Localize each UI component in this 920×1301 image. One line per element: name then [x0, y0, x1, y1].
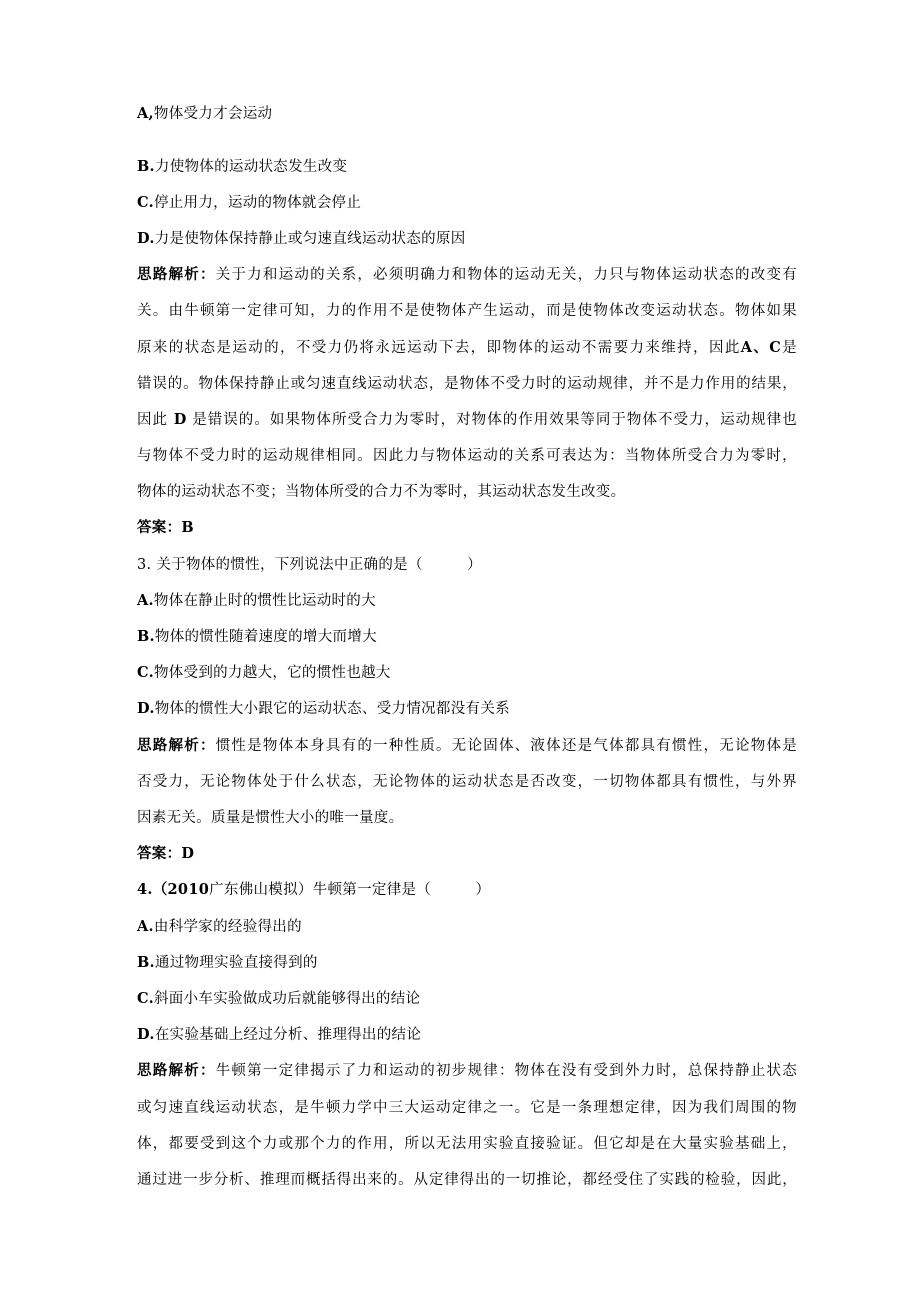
- q4-stem: [137, 880, 797, 900]
- analysis-text: 原来的状态是运动的，不受力仍将永远运动下去，即物体的运动不需要力来维持，因此: [137, 340, 741, 356]
- q4-analysis-line-1: [137, 1061, 797, 1081]
- analysis-bold-options: A、C: [740, 339, 782, 356]
- q2-analysis-line-1: [137, 265, 797, 285]
- q3-stem: [137, 555, 797, 575]
- q2-analysis-line-4: [137, 374, 797, 394]
- analysis-text: 通过进一步分析、推理而概括得出来的。从定律得出的一切推论，都经受住了实践的检验，因此，: [137, 1172, 797, 1188]
- q2-option-c: [137, 193, 797, 213]
- q2-answer: [137, 518, 797, 538]
- option-text: 由科学家的经验得出的: [153, 919, 302, 935]
- analysis-text: 是: [781, 340, 797, 356]
- analysis-text: 因此: [137, 412, 169, 428]
- analysis-label: 思路解析：: [137, 1062, 216, 1079]
- option-text: 力使物体的运动状态发生改变: [154, 159, 348, 175]
- analysis-bold-option: D: [173, 411, 187, 428]
- analysis-text: 体，都要受到这个力或那个力的作用，所以无法用实验直接验证。但它却是在大量实验基础上，: [137, 1136, 797, 1152]
- option-letter: A.: [137, 918, 154, 935]
- q2-analysis-line-2: [137, 301, 797, 321]
- q2-analysis-line-5: [137, 410, 797, 430]
- analysis-text: 因素无关。质量是惯性大小的唯一量度。: [137, 810, 404, 826]
- option-text: 物体的惯性大小跟它的运动状态、受力情况都没有关系: [154, 701, 510, 717]
- option-text: 通过物理实验直接得到的: [154, 955, 318, 971]
- q2-analysis-line-3: [137, 338, 797, 358]
- analysis-text: 物体的运动状态不变；当物体所受的合力不为零时，其运动状态发生改变。: [137, 484, 626, 500]
- q2-option-a: [137, 104, 797, 124]
- analysis-text: 惯性是物体本身具有的一种性质。无论固体、液体还是气体都具有惯性，无论物体是: [215, 738, 797, 754]
- analysis-text: 与物体不受力时的运动规律相同。因此力与物体运动的关系可表达为：当物体所受合力为零时，: [137, 448, 797, 464]
- analysis-text: 关。由牛顿第一定律可知，力的作用不是使物体产生运动，而是使物体改变运动状态。物体如果: [137, 303, 797, 319]
- analysis-label: 思路解析：: [137, 266, 216, 283]
- question-number: 4.（2010: [137, 881, 210, 898]
- option-letter: A,: [137, 105, 154, 122]
- option-letter: A.: [137, 592, 154, 609]
- q3-analysis-line-3: [137, 808, 797, 828]
- answer-text: 答案：B: [137, 519, 194, 536]
- question-stem: 广东佛山模拟）牛顿第一定律是（ ）: [209, 882, 491, 898]
- option-letter: D.: [137, 700, 155, 717]
- analysis-text: 是错误的。如果物体所受合力为零时，对物体的作用效果等同于物体不受力，运动规律也: [192, 412, 797, 428]
- q3-option-d: [137, 699, 797, 719]
- option-letter: C.: [137, 194, 154, 211]
- q4-analysis-line-2: [137, 1098, 797, 1118]
- q2-option-d: [137, 229, 797, 249]
- q2-analysis-line-7: [137, 482, 797, 502]
- option-letter: C.: [137, 664, 154, 681]
- option-text: 在实验基础上经过分析、推理得出的结论: [154, 1027, 422, 1043]
- option-text: 力是使物体保持静止或匀速直线运动状态的原因: [154, 231, 466, 247]
- q4-option-c: [137, 989, 797, 1009]
- q4-option-b: [137, 953, 797, 973]
- option-letter: D.: [137, 1026, 155, 1043]
- q2-option-b: [137, 157, 797, 177]
- option-letter: B.: [137, 628, 155, 645]
- q3-option-b: [137, 627, 797, 647]
- option-letter: D.: [137, 230, 155, 247]
- q4-option-a: [137, 917, 797, 937]
- analysis-text: 牛顿第一定律揭示了力和运动的初步规律：物体在没有受到外力时，总保持静止状态: [215, 1063, 797, 1079]
- option-text: 斜面小车实验做成功后就能够得出的结论: [153, 991, 421, 1007]
- q4-analysis-line-4: [137, 1170, 797, 1190]
- q3-option-a: [137, 591, 797, 611]
- q3-analysis-line-1: [137, 736, 797, 756]
- q4-option-d: [137, 1025, 797, 1045]
- analysis-text: 或匀速直线运动状态，是牛顿力学中三大运动定律之一。它是一条理想定律，因为我们周围的物: [137, 1100, 797, 1116]
- analysis-text: 错误的。物体保持静止或匀速直线运动状态，是物体不受力时的运动规律，并不是力作用的结果，: [137, 376, 797, 392]
- option-letter: B.: [137, 954, 155, 971]
- q4-analysis-line-3: [137, 1134, 797, 1154]
- option-letter: C.: [137, 990, 154, 1007]
- q3-analysis-line-2: [137, 772, 797, 792]
- option-text: 物体的惯性随着速度的增大而增大: [154, 629, 377, 645]
- answer-text: 答案：D: [137, 845, 195, 862]
- option-text: 物体受力才会运动: [153, 106, 273, 122]
- option-text: 停止用力，运动的物体就会停止: [153, 195, 362, 211]
- analysis-label: 思路解析：: [137, 737, 216, 754]
- option-letter: B.: [137, 158, 155, 175]
- q3-option-c: [137, 663, 797, 683]
- analysis-text: 关于力和运动的关系，必须明确力和物体的运动无关，力只与物体运动状态的改变有: [215, 267, 797, 283]
- question-stem: 3. 关于物体的惯性，下列说法中正确的是（ ）: [137, 557, 482, 573]
- q3-answer: [137, 844, 797, 864]
- analysis-text: 否受力，无论物体处于什么状态，无论物体的运动状态是否改变，一切物体都具有惯性，与外界: [137, 774, 797, 790]
- option-text: 物体受到的力越大，它的惯性也越大: [153, 665, 391, 681]
- option-text: 物体在静止时的惯性比运动时的大: [153, 593, 376, 609]
- q2-analysis-line-6: [137, 446, 797, 466]
